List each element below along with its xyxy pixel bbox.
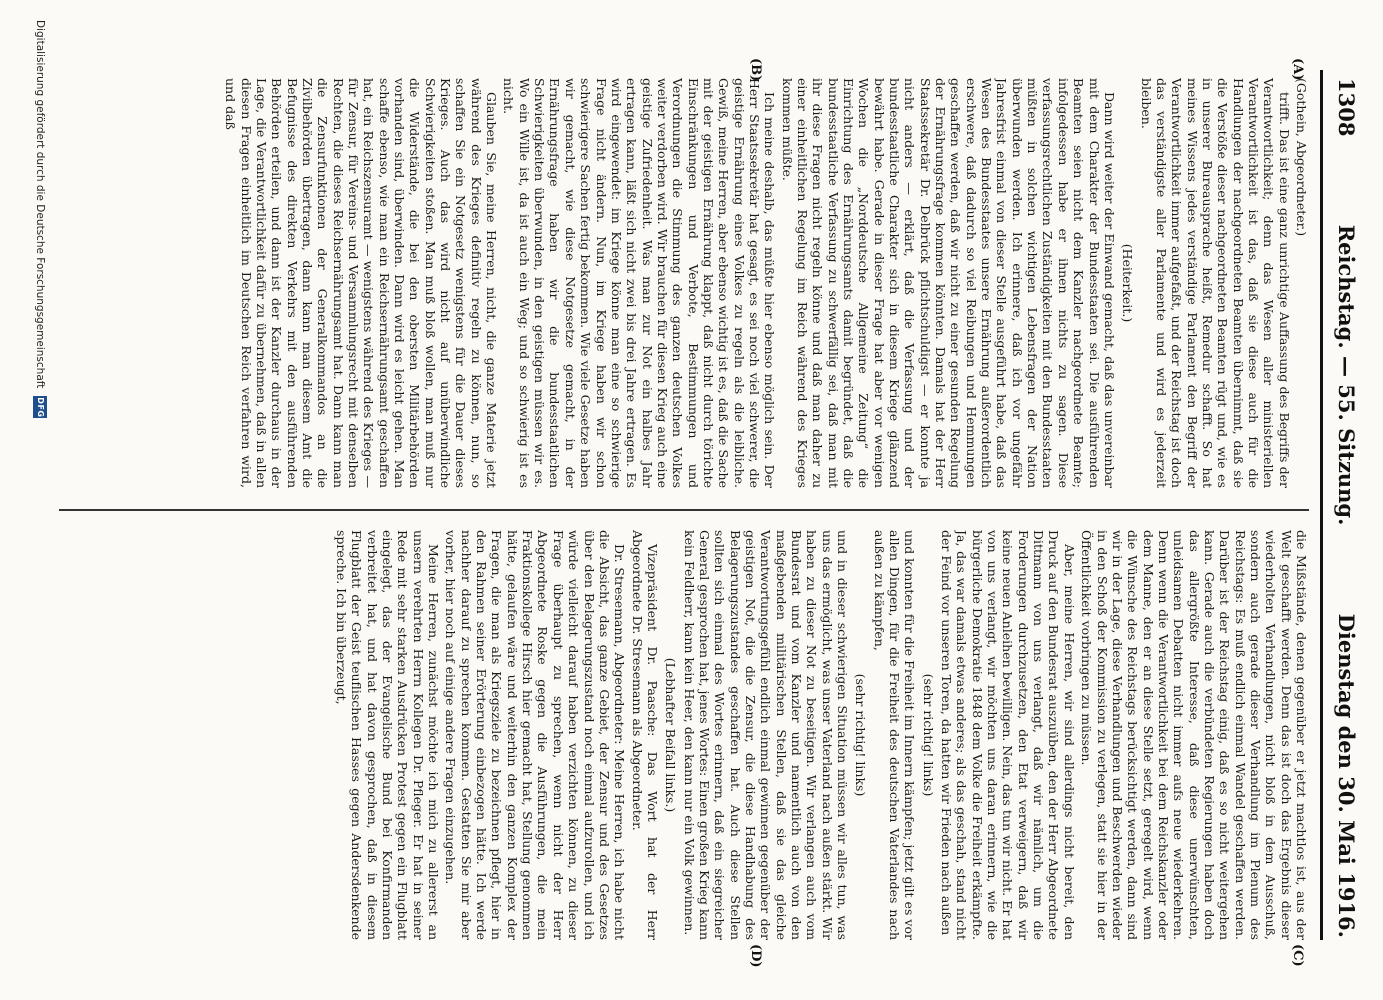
page-header	[1327, 78, 1367, 938]
left-column	[59, 78, 1309, 488]
column-divider	[59, 509, 1309, 511]
speaker-paragraph: Vizepräsident Dr. Paasche: Das Wort hat der Herr Abgeordnete Dr. Stresemann als Abgeordneter.	[629, 530, 660, 940]
credit-text: Digitalisierung gefördert durch die Deutsche Forschungsgemeinschaft	[34, 20, 46, 389]
paragraph: Meine Herren, zunächst möchte ich mich zu allererst an unsern verehrten Herrn Kollegen Dr. Pfleger. Er hat in seiner Rede mit sehr starken Ausdrücken Protest gegen ein Flugblatt eingelegt, das der Evangelische Bund bei Konfirmanden verbreitet hat, und hat davon gesprochen, daß in diesem Flugblatt der Geist teuflischen Hasses gegen Andersdenkende spreche. Ich bin überzeugt,	[334, 530, 442, 940]
paragraph: Glauben Sie, meine Herren, nicht, die ganze Materie jetzt während des Krieges definitiv regeln zu können, nun, so schaffen Sie ein Notgesetz wenigstens für die Dauer dieses Krieges. Auch das wird nicht auf unüberwindliche Schwierigkeiten stoßen. Man muß bloß wollen, man muß nur die Widerstände, die bei den obersten Militärbehörden vorhanden sind, überwinden. Dann wird es leicht gehen. Man schaffe ebenso, wie man ein Reichsernährungsamt geschaffen hat, ein Reichszensuramt — wenigstens während des Krieges — für Zensur, für Vereins- und Versammlungsrecht mit denselben Rechten, die dieses Reichsernährungsamt hat. Dann kann man die Zensurfunktionen der Generalkommandos an die Zivilbehörden übertragen, dann kann man diesem Amt die Befugnisse des direkten Verkehrs mit den ausführenden Behörden erteilen, und dann ist der Kanzler durchaus in der Lage, die Verantwortlichkeit dafür zu übernehmen, daß in allen diesen Fragen einheitlich im Deutschen Reich verfahren wird, und daß	[223, 78, 500, 488]
header-date: Dienstag den 30. Mai 1916.	[1334, 613, 1360, 938]
header-rule	[1320, 70, 1323, 940]
digitization-credit	[29, 20, 51, 980]
margin-marker-a: (A)	[1290, 58, 1305, 81]
interjection: (sehr richtig! links)	[853, 673, 869, 797]
paragraph: und konnten für die Freiheit im Innern kämpfen; jetzt gilt es vor allen Dingen, für die Freiheit des deutschen Vaterlandes nach außen zu kämpfen,	[871, 530, 918, 940]
paragraph: und in dieser schwierigen Situation müssen wir alles tun, was uns das ermöglicht, was unser Vaterland nach außen stärkt. Wir haben zu dieser Not zu beseitigen. Wir verlangen auch vom Bundesrat und vom Kanzler und namentlich auch von den maßgebenden militärischen Stellen, daß sie das gleiche Verantwortungsgefühl endlich einmal gewinnen gegenüber der geistigen Not, die die Zensur, die diese Handhabung des Belagerungszustandes geschaffen hat. Auch diese Stellen sollten sich einmal des Wortes erinnern, daß ein siegreicher General gesprochen hat, jenes Wortes: Einen großen Krieg kann kein Feldherr, kann kein Heer, den kann nur ein Volk gewinnen.	[681, 530, 851, 940]
margin-marker-b: (B)	[748, 58, 763, 82]
right-column	[59, 530, 1309, 940]
speaker-paragraph: Dr. Stresemann, Abgeordneter: Meine Herren, ich habe nicht die Absicht, das ganze Gebiet, der Zensur und des Gesetzes über den Belagerungszustand noch einmal aufzurollen, und ich würde vielleicht darauf haben verzichten können, zu dieser Frage überhaupt zu sprechen, wenn nicht der Herr Abgeordnete Roske gegen die Ausführungen, die mein Fraktionskollege Hirsch hier gemacht hat, Stellung genommen hätte, gelaufen wäre und weiterhin den ganzen Komplex der Fragen, die man als Kriegsziele zu bezeichnen pflegt, hier in den Rahmen seiner Erörterung einbezogen hätte. Ich werde nachher darauf zu sprechen kommen. Gestatten Sie mir aber vorher, hier noch auf einige andere Fragen einzugehen.	[443, 530, 628, 940]
paragraph: die Mißstände, denen gegenüber er jetzt machtlos ist, aus der Welt geschafft werden. Denn das ist doch das Ergebnis dieser wiederholten Verhandlungen, nicht bloß in dem Ausschuß, sondern auch gerade dieser Verhandlung im Plenum des Reichstags: Es muß endlich einmal Wandel geschaffen werden. Darüber ist der Reichstag einig, daß es so nicht weitergehen kann. Gerade auch die verbündeten Regierungen haben doch das allergrößte Interesse, daß diese unerwünschten, unleidsamen Debatten nicht immer aufs neue wiederkehren. Denn wenn die Verantwortlichkeit bei dem Reichskanzler oder dem Manne, den er an diese Stelle setzt, geregelt wird, wenn die Wünsche des Reichstags berücksichtigt werden, dann sind wir in der Lage, diese Verhandlungen und Beschwerden wieder in den Schoß der Kommission zu verlegen, statt sie hier in der Öffentlichkeit vorbringen zu müssen.	[1079, 530, 1309, 940]
paragraph: trifft. Das ist eine ganz unrichtige Auffassung des Begriffs der Verantwortlichkeit; denn das Wesen aller ministeriellen Verantwortlichkeit ist das, daß sie diese auch für die Handlungen der nachgeordneten Beamten übernimmt, daß sie die Verstöße dieser nachgeordneten Beamten rügt und, wie es in unserer Bureausprache heißt, Remedur schafft. So hat meines Wissens jedes verständige Parlament den Begriff der Verantwortlichkeit immer aufgefaßt, und der Reichstag ist doch das verständigste aller Parlamente und wird es jederzeit bleiben.	[1138, 78, 1292, 488]
page-number: 1308	[1334, 78, 1360, 137]
interjection: (Heiterkeit.)	[1120, 243, 1136, 323]
paragraph: Ich meine deshalb, das müßte hier ebenso möglich sein. Der Herr Staatssekretär hat gesagt, es sei noch viel schwerer, die geistige Ernährung eines Volkes zu regeln als die leibliche. Gewiß, meine Herren, aber ebenso wichtig ist es, daß die Sache mit der geistigen Ernährung klappt, daß nicht durch törichte Einschränkungen und Verbote, Bestimmungen und Verordnungen die Stimmung des ganzen deutschen Volkes weiter verdorben wird. Wir brauchen für diesen Krieg auch eine geistige Zufriedenheit. Was man zur Not ein halbes Jahr ertragen kann, läßt sich nicht zwei bis drei Jahre ertragen. Es wird eingewendet: im Kriege könne man eine so schwierige Frage nicht ändern. Nun, im Kriege haben wir schon schwierigere Sachen fertig bekommen. Wie viele Gesetze haben wir gemacht, wie diese Notgesetze gemacht, in der Ernährungsfrage haben wir die bundesstaatlichen Schwierigkeiten überwunden, in den geistigen müssen wir es. Wo ein Wille ist, da ist auch ein Weg; und so schwierig ist es nicht.	[501, 78, 778, 488]
paragraph: Dann wird weiter der Einwand gemacht, daß das unvereinbar mit dem Charakter der Bundesstaaten sei. Die ausführenden Beamten seien nicht dem Kanzler nachgeordnete Beamte; infolgedessen habe er ihnen nichts zu sagen. Diese verfassungsrechtlichen Zuständigkeiten mit den Bundesstaaten müßten in solchen wichtigen Lebensfragen der Nation überwunden werden. Ich erinnere, daß ich vor ungefähr Jahresfrist einmal von dieser Stelle ausgeführt habe, daß das Wesen des Bundesstaates unsere Ernährung außerordentlich erschwere, daß dadurch so viel Reibungen und Hemmungen geschaffen werden, daß wir nicht zu einer gesunden Regelung der Ernährungsfrage kommen könnten. Damals hat der Herr Staatssekretär Dr. Delbrück pflichtschuldigst — er konnte ja nicht anders — erklärt, daß die Verfassung und der bundesstaatliche Charakter sich in diesem Kriege glänzend bewährt habe. Gerade in dieser Frage hat aber vor wenigen Wochen die „Norddeutsche Allgemeine Zeitung“ die Einrichtung des Ernährungsamts damit begründet, daß die bundesstaatliche Verfassung zu schwerfällig sei, daß man mit ihr diese Fragen nicht regeln könne und daß man daher zu einer einheitlichen Regelung im Reich während des Krieges kommen müßte.	[779, 78, 1117, 488]
interjection: (Lebhafter Beifall links.)	[663, 657, 679, 813]
header-title: Reichstag. — 55. Sitzung.	[1334, 224, 1360, 526]
dfg-logo-icon: DFG	[33, 396, 47, 418]
margin-marker-d: (D)	[748, 944, 763, 968]
speaker-tag: (Gothein, Abgeordneter.)	[1294, 78, 1309, 237]
paragraph: Aber, meine Herren, wir sind allerdings nicht bereit, den Druck auf den Bundesrat auszuüben, den der Herr Abgeordnete Dittmann von uns verlangt, daß wir nämlich, um die Forderungen durchzusetzen, den Etat verweigern, daß wir keine neuen Anleihen bewilligen. Nein, das tun wir nicht. Er hat von uns verlangt, wir möchten uns daran erinnern, wie die bürgerliche Demokratie 1848 dem Volke die Freiheit erkämpfte. Ja, das war damals etwas anderes; als das geschah, stand nicht der Feind vor unseren Toren, da hatten wir Frieden nach außen	[939, 530, 1077, 940]
interjection: (sehr richtig! links)	[920, 673, 936, 797]
margin-marker-c: (C)	[1290, 944, 1305, 967]
